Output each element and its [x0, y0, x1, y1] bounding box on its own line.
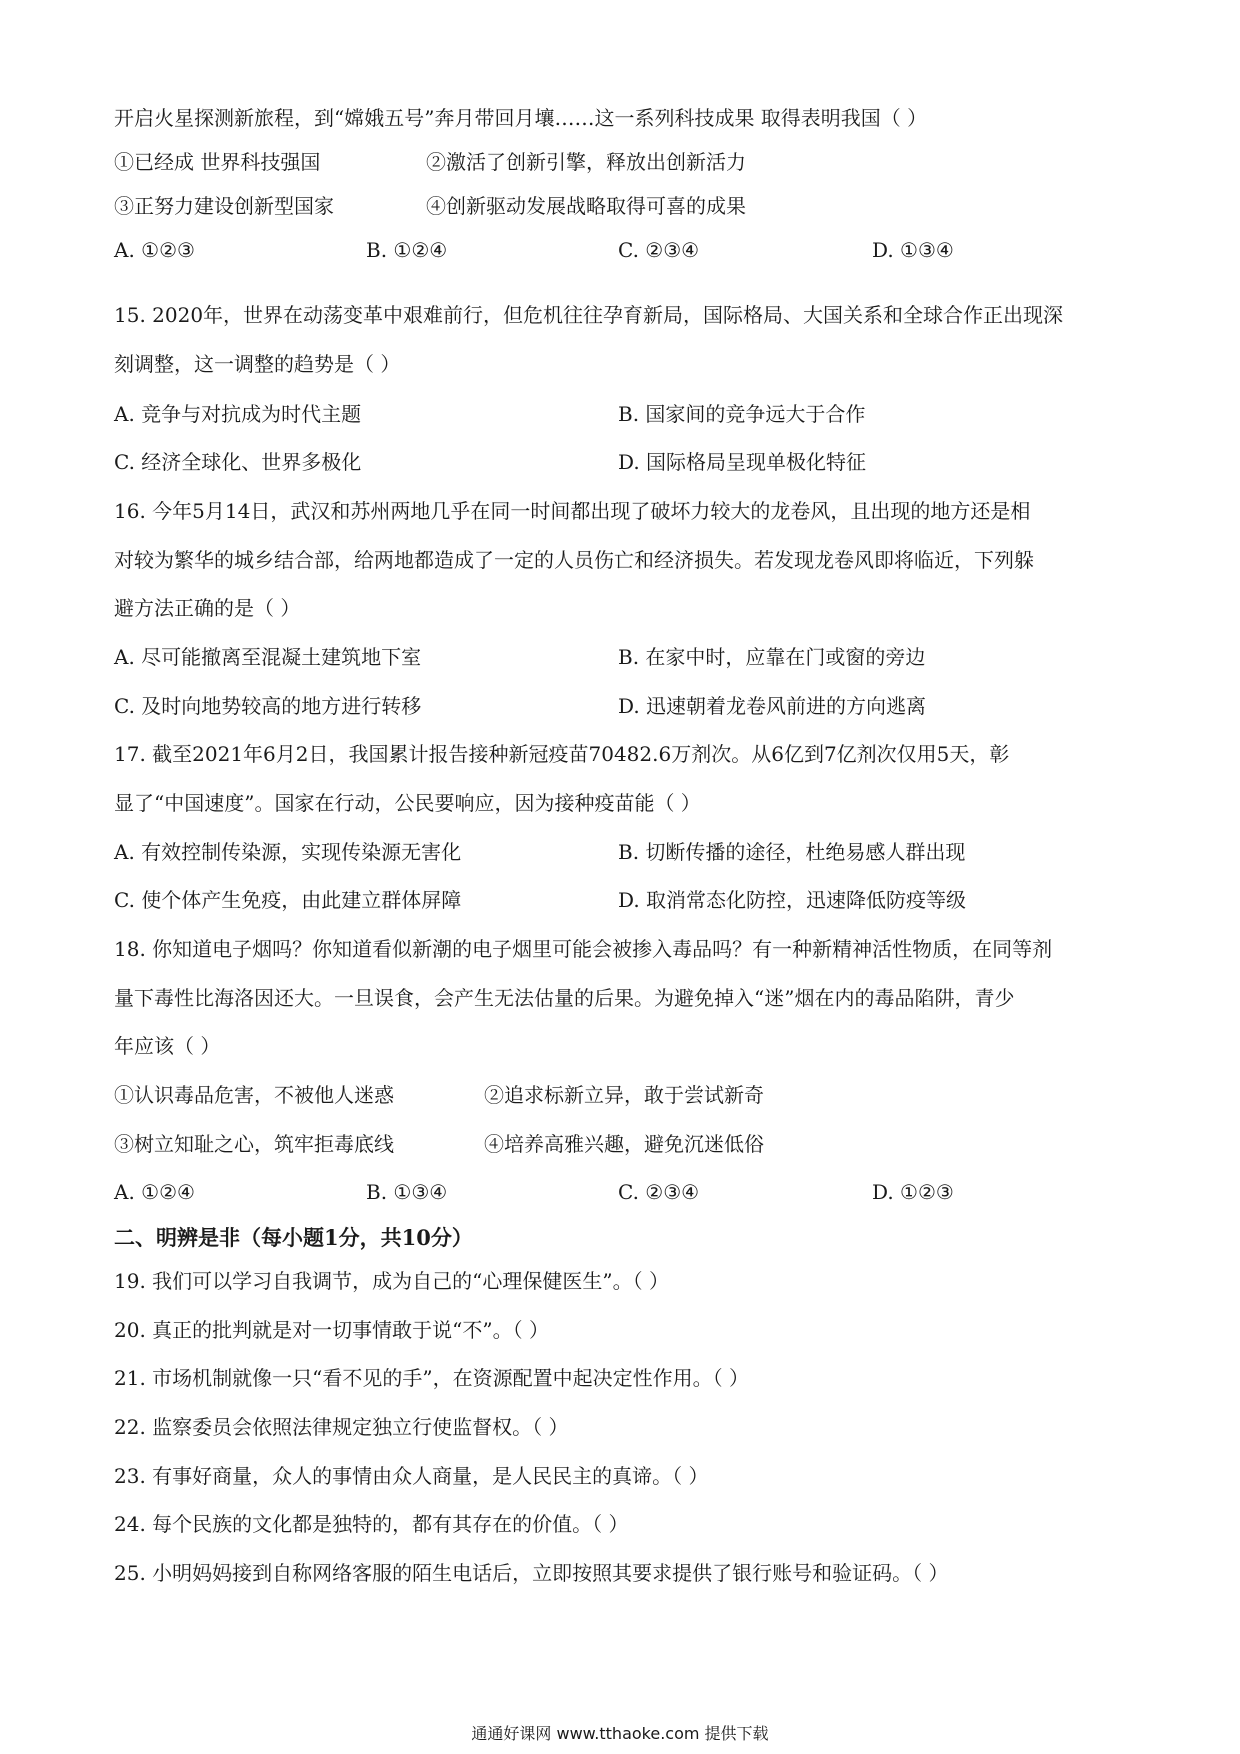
q15-stem-line-1: 15. 2020年，世界在动荡变革中艰难前行，但危机往往孕育新局，国际格局、大国关系和全球合作正出现深 — [114, 303, 1064, 327]
q15-option-d: D. 国际格局呈现单极化特征 — [618, 450, 867, 474]
page-footer: 通通好课网 www.tthaoke.com 提供下载 — [471, 1724, 769, 1743]
judgement-item-21: 21. 市场机制就像一只“看不见的手”，在资源配置中起决定性作用。（ ） — [114, 1366, 749, 1390]
q17-option-b: B. 切断传播的途径，杜绝易感人群出现 — [618, 840, 966, 864]
judgement-item-24: 24. 每个民族的文化都是独特的，都有其存在的价值。（ ） — [114, 1512, 629, 1536]
q17-stem-line-2: 显了“中国速度”。国家在行动，公民要响应，因为接种疫苗能（ ） — [114, 791, 701, 815]
q14-option-d: D. ①③④ — [872, 238, 954, 262]
q15-option-b: B. 国家间的竞争远大于合作 — [618, 402, 866, 426]
q14-option-b: B. ①②④ — [366, 238, 448, 262]
q14-choice-2: ②激活了创新引擎，释放出创新活力 — [426, 150, 746, 174]
q14-choice-4: ④创新驱动发展战略取得可喜的成果 — [426, 194, 746, 218]
q14-choice-3: ③正努力建设创新型国家 — [114, 194, 334, 218]
q14-option-a: A. ①②③ — [114, 238, 195, 262]
judgement-item-20: 20. 真正的批判就是对一切事情敢于说“不”。（ ） — [114, 1318, 549, 1342]
section-heading: 二、明辨是非（每小题1分，共10分） — [114, 1225, 473, 1250]
q16-stem-line-1: 16. 今年5月14日，武汉和苏州两地几乎在同一时间都出现了破坏力较大的龙卷风，且出现的地方还是相 — [114, 499, 1031, 523]
q16-stem-line-3: 避方法正确的是（ ） — [114, 596, 301, 620]
q18-option-d: D. ①②③ — [872, 1180, 954, 1204]
q14-option-c: C. ②③④ — [618, 238, 700, 262]
q18-stem-line-2: 量下毒性比海洛因还大。一旦误食，会产生无法估量的后果。为避免掉入“迷”烟在内的毒品陷阱，青少 — [114, 986, 1015, 1010]
judgement-item-19: 19. 我们可以学习自我调节，成为自己的“心理保健医生”。（ ） — [114, 1269, 669, 1293]
judgement-item-22: 22. 监察委员会依照法律规定独立行使监督权。（ ） — [114, 1415, 569, 1439]
q17-option-c: C. 使个体产生免疫，由此建立群体屏障 — [114, 888, 462, 912]
q14-choice-1: ①已经成 世界科技强国 — [114, 150, 321, 174]
q16-option-d: D. 迅速朝着龙卷风前进的方向逃离 — [618, 694, 927, 718]
judgement-item-23: 23. 有事好商量，众人的事情由众人商量，是人民民主的真谛。（ ） — [114, 1464, 709, 1488]
q16-option-a: A. 尽可能撤离至混凝土建筑地下室 — [114, 645, 422, 669]
q15-option-a: A. 竞争与对抗成为时代主题 — [114, 402, 362, 426]
q16-option-c: C. 及时向地势较高的地方进行转移 — [114, 694, 422, 718]
q18-option-b: B. ①③④ — [366, 1180, 448, 1204]
q18-choice-1: ①认识毒品危害，不被他人迷惑 — [114, 1083, 394, 1107]
judgement-item-25: 25. 小明妈妈接到自称网络客服的陌生电话后，立即按照其要求提供了银行账号和验证码。（ ） — [114, 1561, 949, 1585]
q18-choice-4: ④培养高雅兴趣，避免沉迷低俗 — [484, 1132, 764, 1156]
q18-choice-3: ③树立知耻之心，筑牢拒毒底线 — [114, 1132, 394, 1156]
q15-stem-line-2: 刻调整，这一调整的趋势是（ ） — [114, 352, 401, 376]
q18-stem-line-1: 18. 你知道电子烟吗？你知道看似新潮的电子烟里可能会被掺入毒品吗？有一种新精神活性物质，在同等剂 — [114, 937, 1053, 961]
q17-option-d: D. 取消常态化防控，迅速降低防疫等级 — [618, 888, 967, 912]
q18-option-a: A. ①②④ — [114, 1180, 195, 1204]
q14-stem: 开启火星探测新旅程，到“嫦娥五号”奔月带回月壤……这一系列科技成果 取得表明我国（ ） — [114, 106, 928, 130]
q16-option-b: B. 在家中时，应靠在门或窗的旁边 — [618, 645, 926, 669]
q15-option-c: C. 经济全球化、世界多极化 — [114, 450, 362, 474]
q18-option-c: C. ②③④ — [618, 1180, 700, 1204]
q16-stem-line-2: 对较为繁华的城乡结合部，给两地都造成了一定的人员伤亡和经济损失。若发现龙卷风即将临近，下列躲 — [114, 548, 1034, 572]
q18-choice-2: ②追求标新立异，敢于尝试新奇 — [484, 1083, 764, 1107]
q17-option-a: A. 有效控制传染源，实现传染源无害化 — [114, 840, 462, 864]
q17-stem-line-1: 17. 截至2021年6月2日，我国累计报告接种新冠疫苗70482.6万剂次。从6亿到7亿剂次仅用5天，彰 — [114, 742, 1010, 766]
q18-stem-line-3: 年应该（ ） — [114, 1034, 221, 1058]
